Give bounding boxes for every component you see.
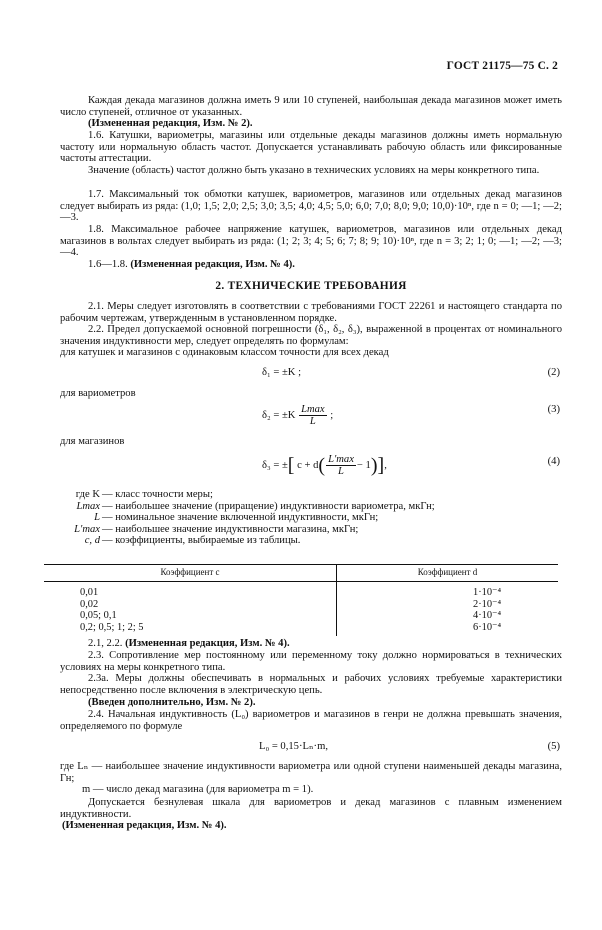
table-row xyxy=(44,622,558,637)
formula-2: δ₁ = ±K ; xyxy=(262,367,302,378)
amendment-note-3 xyxy=(88,638,562,650)
paragraph-2-3: 2.3. Сопротивление мер постоянному или переменному току должно нормироваться в технических условиях на меры конкретного типа. xyxy=(60,650,562,673)
paragraph-1-6: 1.6. Катушки, вариометры, магазины или отдельные декады магазинов должны иметь нормальную частоту или нормальную область частот. Допускается устанавливать рабочую область или фиксированные частоты аттестации. xyxy=(60,130,562,165)
formula-4-minus-one: − 1 xyxy=(356,459,371,471)
paragraph-2-2: 2.2. Предел допускаемой основной погрешности (δ₁, δ₂, δ₃), выраженной в процентах от номинального значения индуктивности мер, следует определять по формулам: xyxy=(60,324,562,347)
amendment-note-4: (Введен дополнительно, Изм. № 2). xyxy=(88,697,256,708)
paragraph-2-3a: 2.3а. Меры должны обеспечивать в нормальных и рабочих условиях требуемые характеристики непосредственно после включения в электрическую цепь. xyxy=(60,673,562,696)
table-cell-c: 0,01 xyxy=(44,582,337,599)
table-cell-c: 0,02 xyxy=(44,599,337,611)
legend-symbol: L′max xyxy=(74,523,100,535)
legend-symbol: Lmax xyxy=(76,500,100,512)
paragraph-2-2-coils: для катушек и магазинов с одинаковым классом точности для всех декад xyxy=(60,347,389,358)
equation-number-3: (3) xyxy=(547,404,560,415)
legend-text: — класс точности меры; xyxy=(102,489,213,500)
formula-4-open-paren: ( xyxy=(318,454,326,477)
table-cell-d: 1·10⁻⁴ xyxy=(473,587,502,598)
formula-4-fraction xyxy=(326,454,356,477)
formula-3 xyxy=(262,404,333,427)
legend-text: — наибольшее значение (приращение) индуктивности вариометра, мкГн; xyxy=(102,500,435,512)
formula-3-lhs: δ₂ = ±K xyxy=(262,409,296,421)
table-row xyxy=(44,582,558,599)
formula-4-denominator: L xyxy=(338,466,344,477)
paragraph-2-1: 2.1. Меры следует изготовлять в соответствии с требованиями ГОСТ 22261 и настоящего стандарта по рабочим чертежам, утвержденным в установленном порядке. xyxy=(60,301,562,324)
formula-4 xyxy=(262,454,387,477)
amendment-note-3-prefix: 2.1, 2.2. xyxy=(88,638,123,649)
legend-row xyxy=(40,512,560,524)
amendment-note-5: (Измененная редакция, Изм. № 4). xyxy=(62,820,227,831)
amendment-note-2 xyxy=(88,259,562,271)
paragraph-2-4-scale: Допускается безнулевая шкала для вариометров и декад магазинов с плавным изменением индуктивности. xyxy=(60,797,562,820)
page-header: ГОСТ 21175—75 С. 2 xyxy=(446,60,558,72)
amendment-note-2-text: (Измененная редакция, Изм. № 4). xyxy=(130,259,295,270)
legend-row xyxy=(40,535,560,547)
amendment-note-3-text: (Измененная редакция, Изм. № 4). xyxy=(125,638,290,649)
coefficient-table xyxy=(44,564,558,636)
table-cell-c: 0,05; 0,1 xyxy=(44,610,337,622)
equation-number-2: (2) xyxy=(547,367,560,378)
paragraph-2-4-m: m — число декад магазина (для вариометра m = 1). xyxy=(82,784,314,795)
paragraph-2-2-stores: для магазинов xyxy=(60,436,125,447)
table-cell-d: 6·10⁻⁴ xyxy=(473,621,502,633)
paragraph-1-6-frequency: Значение (область) частот должно быть указано в технических условиях на меры конкретного типа. xyxy=(88,165,540,176)
table-row xyxy=(44,610,558,622)
formula-5: L₀ = 0,15·Lₙ·m, xyxy=(259,741,328,752)
paragraph-1-7: 1.7. Максимальный ток обмотки катушек, вариометров, магазинов или отдельных декад магазинов следует выбирать из ряда: (1,0; 1,5; 2,0; 2,5; 3,0; 3,5; 4,0; 4,5; 5,0; 6,0; 7,0; 8,0; 9,0; 10,0)·10ⁿ, где n = 0; —1; —2; —3. xyxy=(60,189,562,224)
legend-row xyxy=(40,501,560,513)
symbol-legend xyxy=(40,489,560,547)
legend-row xyxy=(40,489,560,501)
legend-text: — наибольшее значение индуктивности магазина, мкГн; xyxy=(102,523,359,535)
formula-4-tail: , xyxy=(384,459,387,471)
legend-symbol: где K xyxy=(75,489,100,500)
legend-row xyxy=(40,524,560,536)
formula-4-cd: c + d xyxy=(297,459,319,471)
formula-4-numerator: L′max xyxy=(328,454,354,465)
section-title: 2. ТЕХНИЧЕСКИЕ ТРЕБОВАНИЯ xyxy=(215,280,407,292)
equation-number-4: (4) xyxy=(547,456,560,467)
table-cell-d: 4·10⁻⁴ xyxy=(473,610,502,622)
legend-text: — коэффициенты, выбираемые из таблицы. xyxy=(102,535,301,547)
equation-number-5: (5) xyxy=(547,741,560,752)
formula-3-denominator: L xyxy=(309,416,316,427)
paragraph-decade-steps: Каждая декада магазинов должна иметь 9 или 10 ступеней, наибольшая декада магазинов может иметь число ступеней, отличное от указанных. xyxy=(60,95,562,118)
legend-symbol: L xyxy=(94,512,100,524)
table-cell-d: 2·10⁻⁴ xyxy=(473,598,502,610)
legend-text: — номинальное значение включенной индуктивности, мкГн; xyxy=(102,512,379,524)
amendment-note-2-prefix: 1.6—1.8. xyxy=(88,259,128,270)
formula-4-close-bracket: ] xyxy=(377,454,385,477)
formula-4-close-paren: ) xyxy=(370,454,378,477)
table-header-row xyxy=(44,565,558,582)
amendment-note-1: (Измененная редакция, Изм. № 2). xyxy=(88,118,253,129)
table-header-d: Коэффициент d xyxy=(337,565,559,582)
formula-4-open-bracket: [ xyxy=(287,454,295,477)
formula-3-tail: ; xyxy=(330,409,334,421)
table-cell-c: 0,2; 0,5; 1; 2; 5 xyxy=(44,622,337,637)
paragraph-2-4-where: где Lₙ — наибольшее значение индуктивности вариометра или одной ступени наименьшей декады магазина, Гн; xyxy=(60,761,562,784)
paragraph-2-2-variometers: для вариометров xyxy=(60,388,136,399)
legend-symbol: c, d xyxy=(84,535,100,547)
formula-4-lhs: δ₃ = ± xyxy=(262,459,288,471)
paragraph-2-4: 2.4. Начальная индуктивность (L₀) вариометров и магазинов в генри не должна превышать значения, определяемого по формуле xyxy=(60,709,562,732)
paragraph-1-8: 1.8. Максимальное рабочее напряжение катушек, вариометров, магазинов или отдельных декад магазинов в вольтах следует выбирать из ряда: (1; 2; 3; 4; 5; 6; 7; 8; 9; 10)·10ⁿ, где n = 3; 2; 1; 0; —1; —2; —3; —4. xyxy=(60,224,562,259)
formula-3-numerator: Lmax xyxy=(301,404,325,415)
table-header-c: Коэффициент c xyxy=(44,565,337,582)
table-row xyxy=(44,599,558,611)
formula-3-fraction xyxy=(299,404,327,427)
